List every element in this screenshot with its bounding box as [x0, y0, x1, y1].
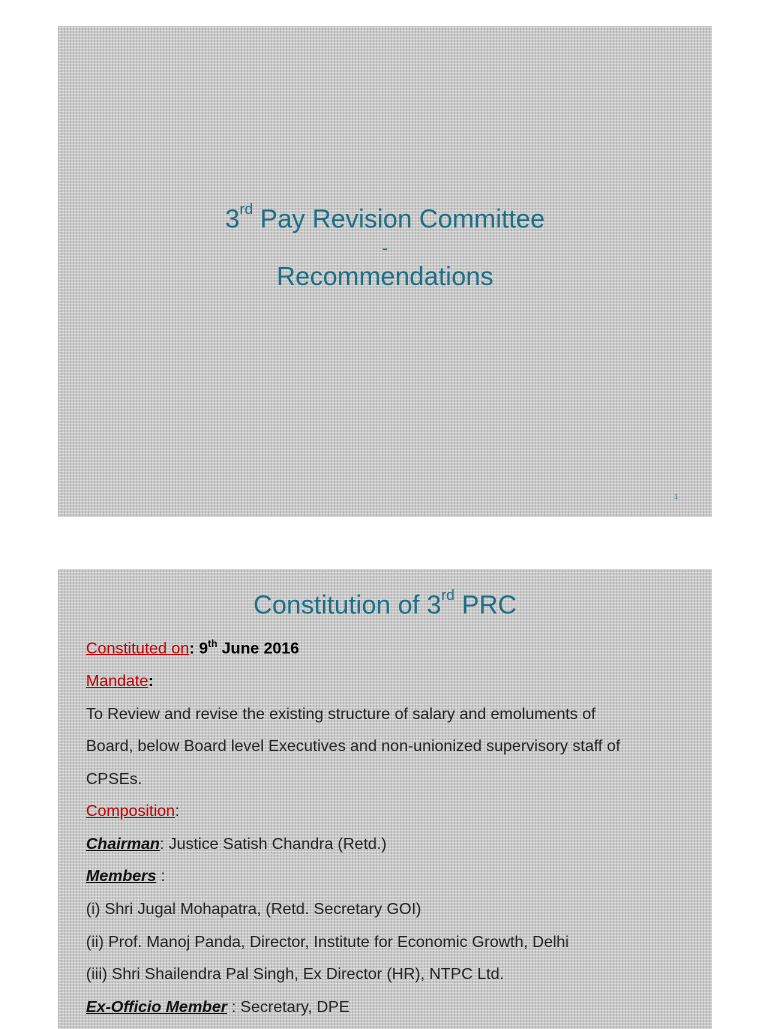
title-line-1: 3rd Pay Revision Committee — [225, 201, 545, 234]
constituted-label: Constituted on — [86, 640, 190, 658]
slide-1 — [58, 26, 712, 517]
slide-title — [58, 196, 712, 294]
title-line-2: Recommendations — [276, 260, 494, 291]
chairman-label: Chairman — [86, 835, 160, 853]
member-item: (ii) Prof. Manoj Panda, Director, Institute for Economic Growth, Delhi — [86, 933, 569, 951]
member-item: (i) Shri Jugal Mohapatra, (Retd. Secretary GOI) — [86, 901, 422, 919]
composition-line: Composition: — [86, 803, 180, 821]
title-dash: - — [382, 237, 388, 258]
members-label: Members — [86, 868, 157, 886]
mandate-label: Mandate — [86, 672, 149, 690]
composition-label: Composition — [86, 803, 175, 821]
mandate-text-2: Board, below Board level Executives and non-unionized supervisory staff of — [86, 738, 621, 756]
slide-2 — [58, 569, 712, 1029]
chairman-line: Chairman: Justice Satish Chandra (Retd.) — [86, 835, 387, 853]
member-item: (iii) Shri Shailendra Pal Singh, Ex Director (HR), NTPC Ltd. — [86, 966, 504, 984]
mandate-text-1: To Review and revise the existing structure of salary and emoluments of — [86, 705, 596, 723]
mandate-text-3: CPSEs. — [86, 770, 143, 788]
exofficio-line: Ex-Officio Member : Secretary, DPE — [86, 998, 350, 1016]
exofficio-label: Ex-Officio Member — [86, 998, 228, 1016]
constituted-line: Constituted on: 9th June 2016 — [86, 639, 300, 658]
slide-content — [86, 629, 696, 1024]
members-line: Members : — [86, 868, 166, 886]
slide-number: 1 — [674, 494, 678, 501]
slide-heading: Constitution of 3rd PRC — [253, 587, 517, 620]
mandate-line: Mandate: — [86, 672, 154, 690]
